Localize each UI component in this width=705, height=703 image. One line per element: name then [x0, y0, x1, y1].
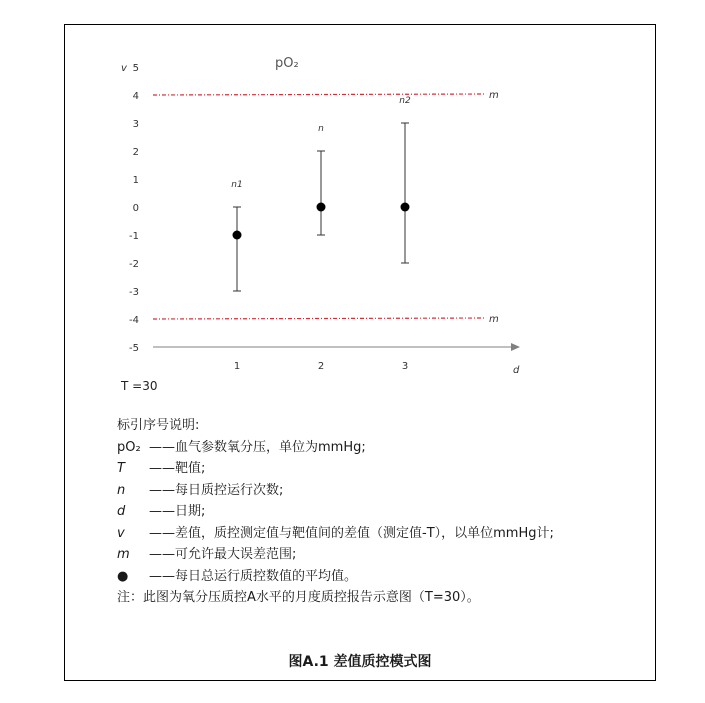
y-tick-label: 0 [132, 203, 139, 214]
y-tick-label: 2 [132, 147, 139, 158]
legend-dash: —— [149, 461, 175, 476]
x-tick-label: 2 [317, 361, 325, 372]
legend-symbol: m [117, 547, 130, 562]
y-tick-label: -3 [129, 287, 139, 298]
legend-text: 血气参数氧分压，单位为mmHg; [175, 439, 366, 455]
x-axis-arrow [511, 343, 520, 351]
figure-frame [64, 24, 656, 681]
x-tick-label: 1 [233, 361, 241, 372]
mean-point [233, 231, 242, 240]
legend-symbol: T [117, 461, 125, 476]
legend-item [117, 501, 657, 523]
legend-symbol: ● [117, 568, 129, 584]
y-tick-label: -2 [129, 259, 139, 270]
limit-line-label: m [489, 90, 499, 101]
legend-dash: —— [149, 568, 175, 584]
chart-title: pO₂ [275, 56, 299, 71]
x-tick-label: 3 [401, 361, 409, 372]
x-axis-label: d [513, 365, 520, 376]
legend-text: 每日质控运行次数; [175, 482, 284, 498]
legend-item [117, 566, 657, 588]
chart-labels [120, 56, 520, 393]
y-tick-label: 5 [132, 63, 139, 74]
y-tick-label: 4 [132, 91, 139, 102]
legend-heading: 标引序号说明: [117, 418, 200, 433]
legend-dash: —— [149, 504, 175, 519]
legend-text: 日期; [175, 504, 206, 519]
y-tick-label: -4 [129, 315, 139, 326]
legend-text: 每日总运行质控数值的平均值。 [175, 568, 358, 584]
y-tick-label: -5 [129, 343, 139, 354]
chart-marks [233, 123, 410, 291]
legend-note: 注：此图为氧分压质控A水平的月度质控报告示意图（T=30）。 [117, 590, 480, 605]
legend [117, 415, 657, 609]
legend-symbol: v [117, 525, 125, 541]
chart [65, 25, 655, 405]
legend-item [117, 544, 657, 566]
point-label: n [318, 124, 324, 134]
legend-items [117, 437, 657, 588]
limit-line [153, 318, 485, 319]
y-axis-label: v [121, 63, 127, 74]
limit-line [153, 94, 485, 95]
legend-dash: —— [149, 439, 175, 455]
legend-symbol: pO₂ [117, 439, 141, 455]
limit-lines [153, 90, 499, 325]
y-tick-label: 3 [132, 119, 139, 130]
mean-point [317, 203, 326, 212]
legend-text: 靶值; [175, 461, 206, 476]
chart-axes [129, 63, 520, 372]
mean-point [401, 203, 410, 212]
legend-dash: —— [149, 525, 175, 541]
legend-item [117, 458, 657, 480]
legend-symbol: n [117, 482, 126, 498]
legend-symbol: d [117, 504, 126, 519]
legend-item [117, 437, 657, 459]
legend-text: 可允许最大误差范围; [175, 547, 297, 562]
figure-caption: 图A.1 差值质控模式图 [288, 654, 432, 670]
legend-item [117, 480, 657, 502]
y-tick-label: -1 [129, 231, 139, 242]
target-note: T =30 [121, 379, 158, 393]
legend-dash: —— [149, 482, 175, 498]
point-label: n2 [399, 96, 411, 106]
point-label: n1 [231, 180, 243, 190]
legend-text: 差值，质控测定值与靶值间的差值（测定值-T），以单位mmHg计; [175, 525, 554, 541]
legend-dash: —— [149, 547, 175, 562]
limit-line-label: m [489, 314, 499, 325]
y-tick-label: 1 [132, 175, 139, 186]
legend-item [117, 523, 657, 545]
